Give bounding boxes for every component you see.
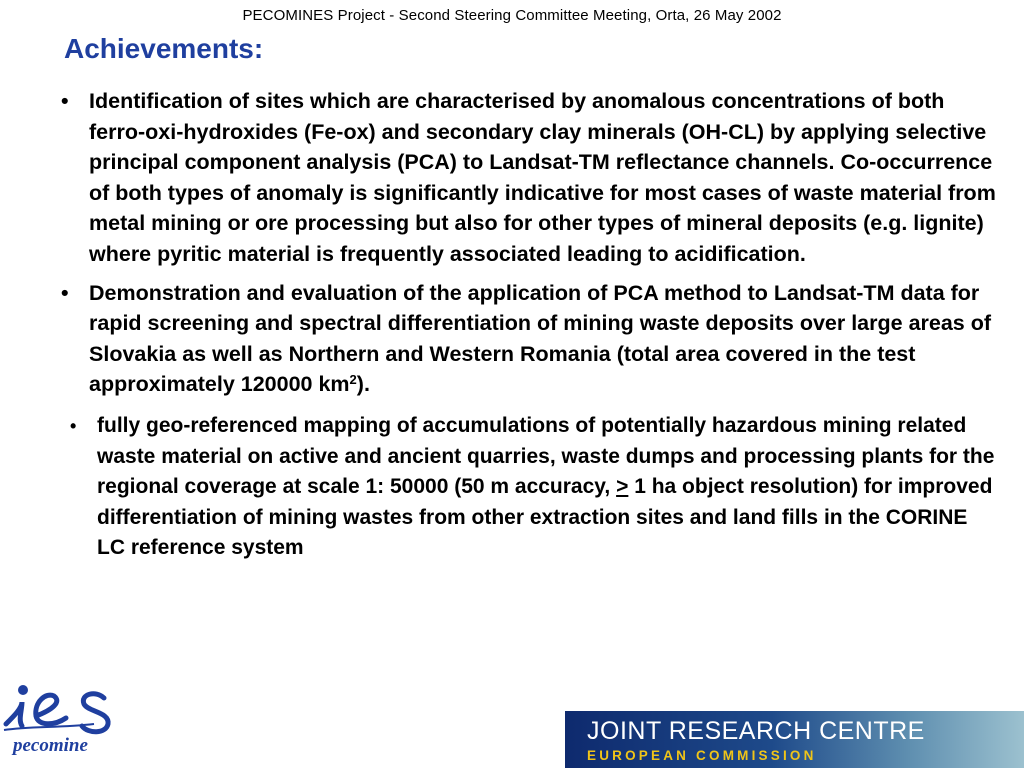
bullet-icon: • — [61, 89, 69, 113]
bullet-text: Identification of sites which are characterised by anomalous concentrations of both ferro-oxi-hydroxides (Fe-ox) and secondary clay minerals (OH-CL) by applying selective principal component analysis (PCA) to Landsat-TM reflectance channels. Co-occurrence of both types of anomaly is significantly indicative for most cases of waste material from metal mining or ore processing but also for other types of mineral deposits (e.g. lignite) where pyritic material is frequently associated leading to acidification. — [89, 89, 996, 266]
bullet-text-after: 1 ha object resolution) for improved differentiation of mining wastes from other extraction sites and land fills in the CORINE LC reference system — [97, 475, 993, 560]
bullet-item-mapping — [60, 411, 997, 564]
superscript-exponent: 2 — [349, 372, 357, 388]
bullet-text-tail: ). — [356, 372, 370, 397]
bullet-item-demonstration — [60, 278, 1000, 400]
wordmark-mine: mine — [48, 735, 88, 756]
wordmark-peco: peco — [13, 735, 49, 756]
bullet-text: fully geo-referenced mapping of accumulations of potentially hazardous mining related waste material on active and ancient quarries, waste dumps and processing plants for the regional coverage at scale 1: 50000 (50 m accuracy, — [97, 413, 995, 499]
slide-title: Achievements: — [64, 33, 264, 64]
jrc-subtitle: EUROPEAN COMMISSION — [587, 748, 817, 763]
bullet-icon: • — [70, 415, 77, 436]
bullet-icon: • — [61, 280, 69, 305]
bullet-item-identification — [60, 86, 1000, 270]
jrc-banner-logo — [565, 711, 1024, 768]
bullet-list — [60, 86, 1000, 564]
jrc-title: JOINT RESEARCH CENTRE — [587, 717, 925, 745]
bullet-text: Demonstration and evaluation of the application of PCA method to Landsat-TM data for rapid screening and spectral differentiation of mining waste deposits over large areas of Slovakia as well as Northern and Western Romania (total area covered in the test approximately 120000 km — [89, 280, 992, 397]
underlined-symbol: > — [616, 475, 629, 499]
pecomine-wordmark — [13, 735, 88, 757]
slide-header: PECOMINES Project - Second Steering Committee Meeting, Orta, 26 May 2002 — [242, 7, 782, 24]
